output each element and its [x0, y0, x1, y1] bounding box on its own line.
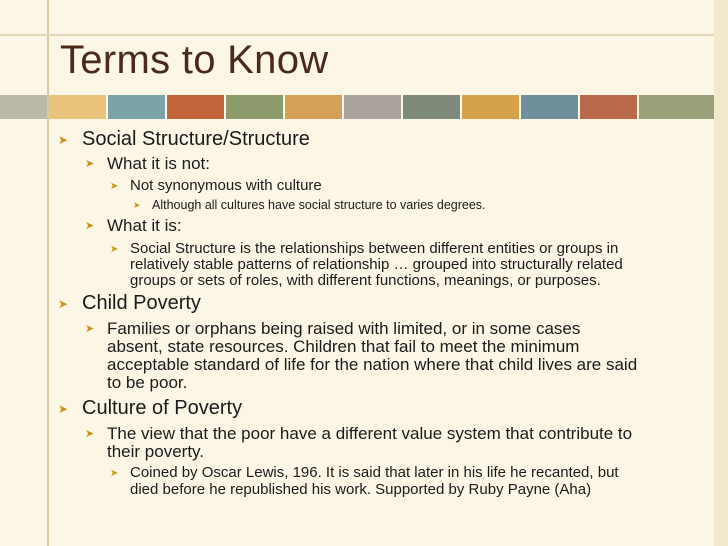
- families-line-3: acceptable standard of life for the nation where that child lives are said: [107, 355, 638, 374]
- bar-block: [521, 95, 578, 119]
- arrowhead-bullet-icon: ➤: [85, 428, 95, 440]
- arrowhead-bullet-icon: ➤: [133, 200, 141, 210]
- arrowhead-bullet-icon: ➤: [58, 133, 69, 147]
- arrowhead-bullet-icon: ➤: [110, 468, 119, 479]
- arrowhead-bullet-icon: ➤: [58, 402, 69, 416]
- bar-block: [167, 95, 224, 119]
- arrowhead-bullet-icon: ➤: [85, 220, 95, 232]
- definition-line-3: groups or sets of roles, with different functions, meanings, or purposes.: [130, 272, 601, 289]
- bullet-what-is: What it is:: [107, 216, 182, 235]
- view-line-1: The view that the poor have a different value system that contribute to: [107, 424, 633, 443]
- arrowhead-bullet-icon: ➤: [110, 244, 119, 255]
- bar-block: [639, 95, 714, 119]
- definition-line-1: Social Structure is the relationships between different entities or groups in: [130, 240, 619, 257]
- coined-line-2: died before he republished his work. Supported by Ruby Payne (Aha): [130, 481, 592, 498]
- bullet-although: Although all cultures have social structure to varies degrees.: [152, 198, 486, 212]
- families-line-2: absent, state resources. Children that fail to meet the minimum: [107, 337, 580, 356]
- bar-block: [49, 95, 106, 119]
- bar-gray-segment: [0, 95, 47, 119]
- frame-right-strip: [714, 0, 728, 546]
- bar-block: [226, 95, 283, 119]
- bar-block: [108, 95, 165, 119]
- bullet-social-structure: Social Structure/Structure: [82, 128, 310, 150]
- bar-block: [462, 95, 519, 119]
- frame-left-rule: [47, 0, 49, 546]
- arrowhead-bullet-icon: ➤: [85, 158, 95, 170]
- bar-block: [403, 95, 460, 119]
- decorative-color-bar: [0, 95, 728, 119]
- bar-block: [285, 95, 342, 119]
- bullet-culture-of-poverty: Culture of Poverty: [82, 397, 243, 419]
- slide-title: Terms to Know: [60, 38, 329, 82]
- bullet-child-poverty: Child Poverty: [82, 292, 201, 314]
- families-line-4: to be poor.: [107, 373, 188, 392]
- frame-top-rule: [0, 34, 728, 36]
- arrowhead-bullet-icon: ➤: [85, 323, 95, 335]
- arrowhead-bullet-icon: ➤: [110, 181, 119, 192]
- coined-line-1: Coined by Oscar Lewis, 196. It is said that later in his life he recanted, but: [130, 464, 619, 481]
- bullet-what-not: What it is not:: [107, 154, 210, 173]
- view-line-2: their poverty.: [107, 442, 205, 461]
- bar-block: [344, 95, 401, 119]
- arrowhead-bullet-icon: ➤: [58, 297, 69, 311]
- families-line-1: Families or orphans being raised with limited, or in some cases: [107, 319, 581, 338]
- bullet-not-synonymous: Not synonymous with culture: [130, 177, 322, 194]
- bar-block: [580, 95, 637, 119]
- definition-line-2: relatively stable patterns of relationship … grouped into structurally related: [130, 256, 623, 273]
